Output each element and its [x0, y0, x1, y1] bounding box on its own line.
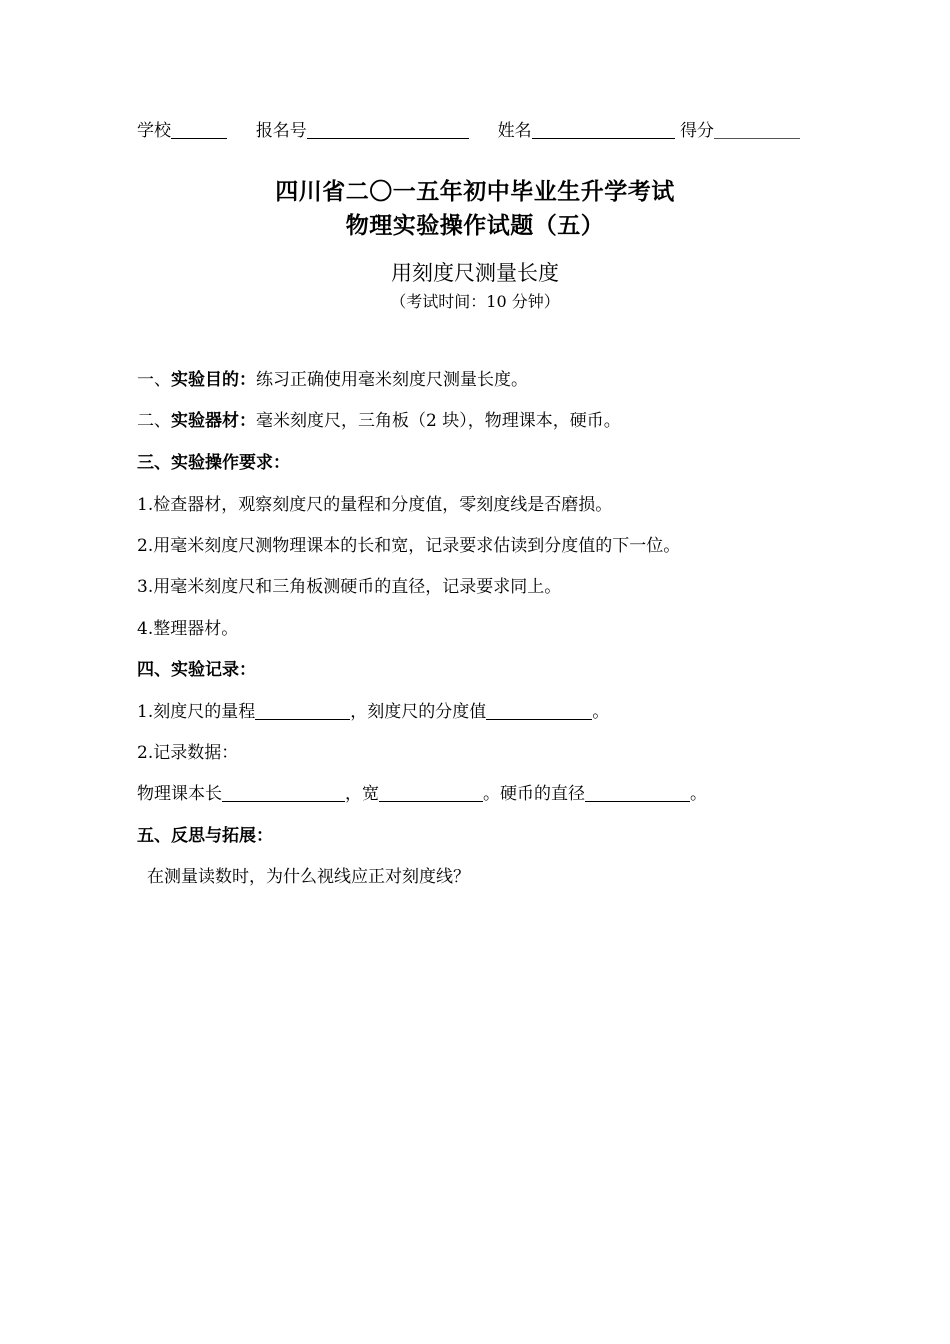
score-blank[interactable]: [714, 120, 800, 139]
requirement-item: 1.检查器材，观察刻度尺的量程和分度值，零刻度线是否磨损。: [137, 495, 613, 515]
section-reflection-heading: 五、反思与拓展：: [137, 826, 273, 846]
section-purpose: [137, 365, 528, 390]
range-label: 1.刻度尺的量程: [137, 702, 256, 722]
period: 。: [592, 702, 610, 722]
requirement-item: 2.用毫米刻度尺测物理课本的长和宽，记录要求估读到分度值的下一位。: [137, 536, 681, 556]
section-heading: 实验目的：: [171, 370, 256, 390]
section-number: 一、: [137, 370, 171, 390]
exam-subject-title: 物理实验操作试题（五）: [345, 213, 605, 239]
section-text: 毫米刻度尺，三角板（2 块），物理课本，硬币。: [256, 411, 621, 431]
registration-number-blank[interactable]: [307, 120, 469, 139]
experiment-title: 用刻度尺测量长度: [391, 261, 559, 285]
book-length-blank[interactable]: [222, 783, 345, 802]
coin-diameter-label: 。硬币的直径: [483, 784, 585, 804]
section-heading: 实验器材：: [171, 411, 256, 431]
school-label: 学校: [137, 121, 171, 141]
book-length-label: 物理课本长: [137, 784, 222, 804]
section-record-heading: 四、实验记录：: [137, 660, 256, 680]
exam-title: 四川省二〇一五年初中毕业生升学考试: [275, 179, 675, 205]
exam-time: （考试时间：10 分钟）: [390, 292, 560, 311]
reflection-question: 在测量读数时，为什么视线应正对刻度线？: [147, 867, 470, 887]
requirement-item: 3.用毫米刻度尺和三角板测硬币的直径，记录要求同上。: [137, 577, 562, 597]
section-requirements-heading: 三、实验操作要求：: [137, 453, 290, 473]
range-blank[interactable]: [255, 701, 350, 720]
book-width-label: ，宽: [345, 784, 379, 804]
division-blank[interactable]: [486, 701, 592, 720]
registration-number-label: 报名号: [255, 121, 307, 141]
student-info-line: [137, 116, 800, 141]
division-label: ，刻度尺的分度值: [350, 702, 487, 722]
period: 。: [690, 784, 707, 804]
score-label: 得分: [680, 121, 715, 141]
section-text: 练习正确使用毫米刻度尺测量长度。: [256, 370, 528, 390]
section-equipment: [137, 406, 621, 431]
coin-diameter-blank[interactable]: [585, 783, 690, 802]
section-number: 二、: [137, 411, 171, 431]
record-data-label: 2.记录数据：: [137, 743, 239, 763]
school-blank[interactable]: [171, 120, 227, 139]
book-width-blank[interactable]: [379, 783, 483, 802]
record-data-line: [137, 779, 707, 804]
name-label: 姓名: [497, 121, 532, 141]
name-blank[interactable]: [532, 120, 675, 139]
record-range-line: [137, 697, 609, 722]
requirement-item: 4.整理器材。: [137, 619, 239, 639]
